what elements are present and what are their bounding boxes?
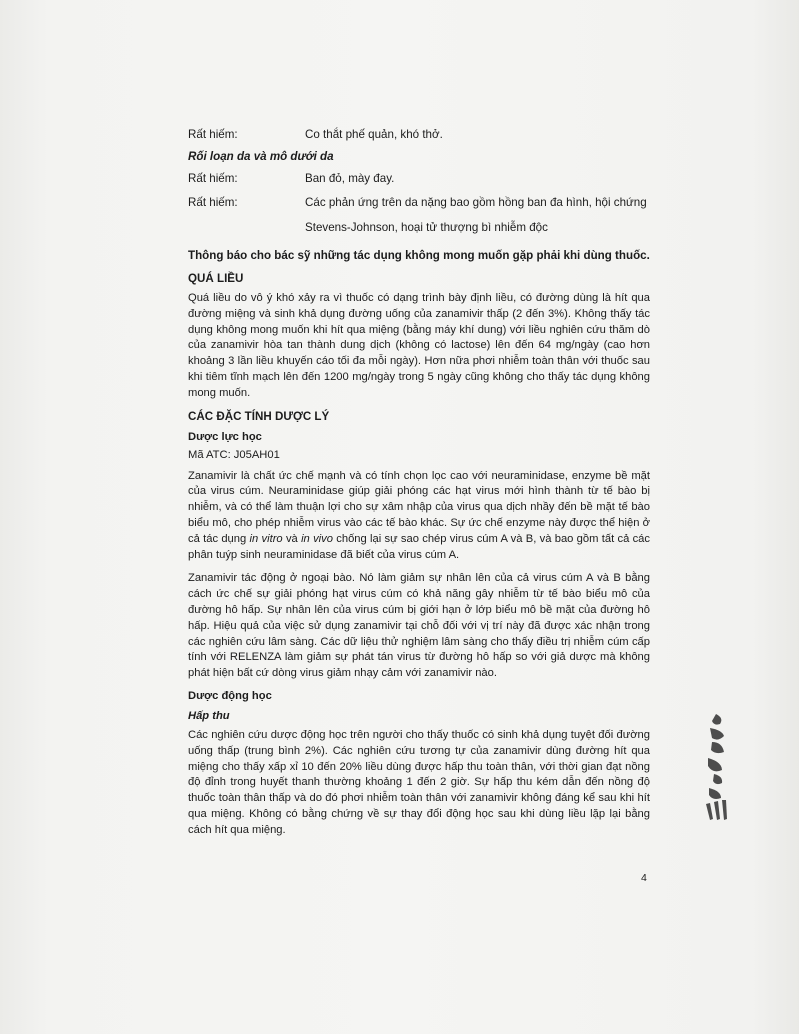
effect-text: Co thắt phế quản, khó thở. — [305, 128, 443, 141]
pharmacodynamics-paragraph-2: Zanamivir tác động ở ngoại bào. Nó làm giảm sự nhân lên của cả virus cúm A và B bằng cách ức chế sự giải phóng hạt virus cúm có khả năng gây nhiễm từ tế bào biểu mô của đường hô hấp. Sự nhân lên của virus cúm bị giới hạn ở lớp biểu mô bề mặt của đường hô hấp. Hiệu quả của việc sử dụng zanamivir tại chỗ đối với vị trí này đã được xác nhận trong các nghiên cứu lâm sàng. Các dữ liệu thử nghiệm lâm sàng cho thấy điều trị nhiễm cúm cấp tính với RELENZA làm giảm sự phát tán virus từ đường hô hấp so với giả dược mà không phát hiện bất cứ dòng virus giảm nhạy cảm với zanamivir nào. — [188, 572, 650, 680]
pharmacology-heading: CÁC ĐẶC TÍNH DƯỢC LÝ — [188, 409, 330, 423]
frequency-label: Rất hiếm: — [188, 128, 238, 141]
skin-heading: Rối loạn da và mô dưới da — [188, 150, 334, 163]
adverse-row — [180, 216, 655, 240]
paragraph-text: chống lại sự sao chép virus cúm A và B, và bao gồm tất cả các phân tuýp sinh neuraminidase đã biết của virus cúm A. — [188, 532, 650, 561]
adverse-row — [180, 124, 655, 146]
overdose-paragraph: Quá liều do vô ý khó xảy ra vì thuốc có dạng trình bày định liều, có đường dùng là hít qua đường miệng và sinh khả dụng đường uống của zanamivir thấp (2 đến 3%). Không thấy tác dụng không mong muốn khi hít qua miệng (bằng máy khí dung) với liều nghiên cứu thăm dò của zanamivir hòa tan thành dung dịch (không có lactose) lên đến 64 mg/ngày (cao hơn khoảng 3 lần liều khuyến cáo tối đa mỗi ngày). Hơn nữa phơi nhiễm toàn thân với thuốc sau khi tiêm tĩnh mạch lên đến 1200 mg/ngày trong 5 ngày cũng không cho thấy tác dụng không mong muốn. — [188, 292, 650, 399]
absorption-heading: Hấp thu — [188, 709, 230, 722]
notice-text: Thông báo cho bác sỹ những tác dụng không mong muốn gặp phải khi dùng thuốc. — [188, 249, 650, 262]
effect-text: Ban đỏ, mày đay. — [305, 172, 395, 185]
atc-code: Mã ATC: J05AH01 — [188, 448, 280, 461]
margin-stamp-icon — [700, 712, 734, 824]
effect-text: Stevens-Johnson, hoại tử thượng bì nhiễm độc — [305, 221, 548, 234]
in-vitro-term: in vitro — [249, 532, 283, 545]
absorption-paragraph: Các nghiên cứu dược động học trên người cho thấy thuốc có sinh khả dụng tuyệt đối đường uống thấp (trung bình 2%). Các nghiên cứu tương tự của zanamivir dùng đường hít qua miệng cho thấy xấp xỉ 10 đến 20% liều dùng được hấp thu toàn thân, với thời gian đạt nồng độ đỉnh trong huyết thanh thường khoảng 1 đến 2 giờ. Sự hấp thu kém dẫn đến nồng độ thuốc toàn thân thấp và do đó phơi nhiễm toàn thân với zanamivir không đáng kể sau khi hít qua miệng. Không có bằng chứng về sự thay đổi động học sau khi dùng liều lặp lại bằng cách hít qua miệng. — [188, 728, 650, 836]
page-number: 4 — [641, 872, 647, 884]
frequency-label: Rất hiếm: — [188, 172, 238, 185]
paragraph-text: Zanamivir là chất ức chế mạnh và có tính chọn lọc cao với neuraminidase, enzyme bề mặt của virus cúm. Neuraminidase giúp giải phóng các hạt virus mới hình thành từ tế bào bị nhiễm, và có thể làm thuận lợi cho sự xâm nhập của virus qua dịch nhầy đến bề mặt tế bào biểu mô, cho phép nhiễm virus vào các tế bào khác. Sự ức chế enzyme này được thể hiện ở cả tác dụng — [188, 469, 650, 545]
frequency-label: Rất hiếm: — [188, 196, 238, 209]
pharmacodynamics-paragraph-1 — [188, 469, 650, 564]
adverse-row — [180, 190, 655, 216]
overdose-heading: QUÁ LIỀU — [188, 272, 244, 285]
pharmacodynamics-heading: Dược lực học — [188, 430, 262, 443]
effect-text: Các phản ứng trên da nặng bao gồm hồng ban đa hình, hội chứng — [305, 196, 647, 209]
paragraph-text: và — [282, 532, 302, 545]
adverse-row — [180, 168, 655, 190]
pharmacokinetics-heading: Dược động học — [188, 689, 272, 702]
in-vivo-term: in vivo — [301, 532, 333, 545]
document-content — [180, 124, 655, 847]
